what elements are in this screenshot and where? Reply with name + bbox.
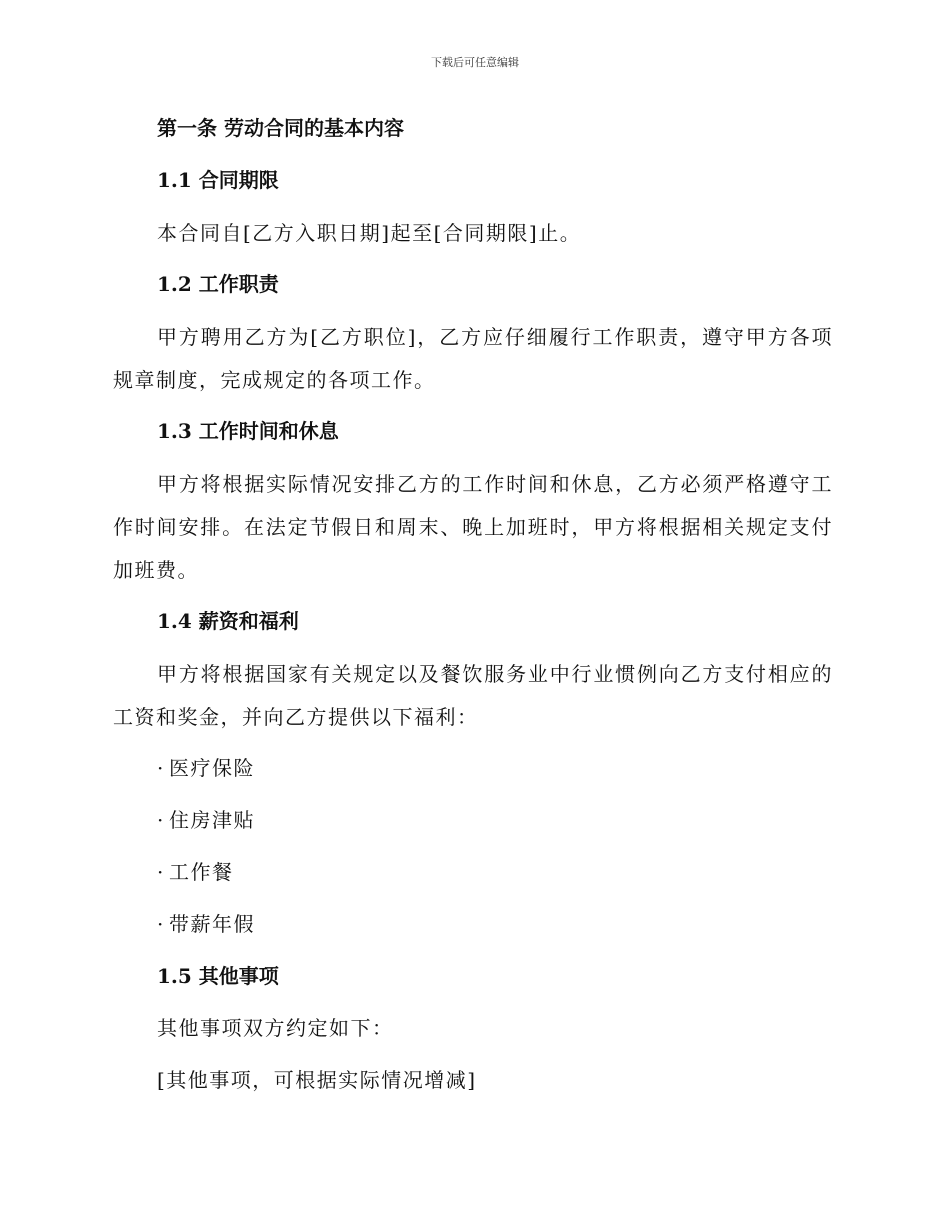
article-title: 第一条 劳动合同的基本内容 bbox=[157, 116, 404, 140]
section-paragraph-1-4: 甲方将根据国家有关规定以及餐饮服务业中行业惯例向乙方支付相应的工资和奖金，并向乙方提供以下福利： bbox=[113, 662, 833, 729]
list-item-label: 带薪年假 bbox=[169, 912, 255, 936]
section-heading-1-2: 1.2 工作职责 bbox=[157, 272, 279, 296]
bullet-icon: · bbox=[157, 860, 165, 884]
list-item bbox=[113, 748, 833, 788]
section-paragraph-1-5: 其他事项双方约定如下： bbox=[157, 1016, 394, 1040]
section-paragraph-1-1: 本合同自[乙方入职日期]起至[合同期限]止。 bbox=[157, 221, 582, 245]
section-note-1-5: [其他事项，可根据实际情况增减] bbox=[157, 1068, 477, 1092]
section-heading-1-5: 1.5 其他事项 bbox=[157, 964, 279, 988]
document-body bbox=[113, 108, 833, 1112]
list-item-label: 住房津贴 bbox=[169, 808, 255, 832]
bullet-icon: · bbox=[157, 808, 165, 832]
section-heading-1-3: 1.3 工作时间和休息 bbox=[157, 419, 339, 443]
list-item bbox=[113, 800, 833, 840]
section-heading-1-4: 1.4 薪资和福利 bbox=[157, 609, 299, 633]
section-heading-1-1: 1.1 合同期限 bbox=[157, 168, 279, 192]
header-note: 下载后可任意编辑 bbox=[431, 56, 519, 69]
list-item bbox=[113, 852, 833, 892]
section-paragraph-1-2: 甲方聘用乙方为[乙方职位]，乙方应仔细履行工作职责，遵守甲方各项规章制度，完成规定的各项工作。 bbox=[113, 325, 833, 392]
bullet-icon: · bbox=[157, 756, 165, 780]
list-item bbox=[113, 904, 833, 944]
section-paragraph-1-3: 甲方将根据实际情况安排乙方的工作时间和休息，乙方必须严格遵守工作时间安排。在法定节假日和周末、晚上加班时，甲方将根据相关规定支付加班费。 bbox=[113, 472, 833, 582]
list-item-label: 工作餐 bbox=[169, 860, 234, 884]
bullet-icon: · bbox=[157, 912, 165, 936]
list-item-label: 医疗保险 bbox=[169, 756, 255, 780]
